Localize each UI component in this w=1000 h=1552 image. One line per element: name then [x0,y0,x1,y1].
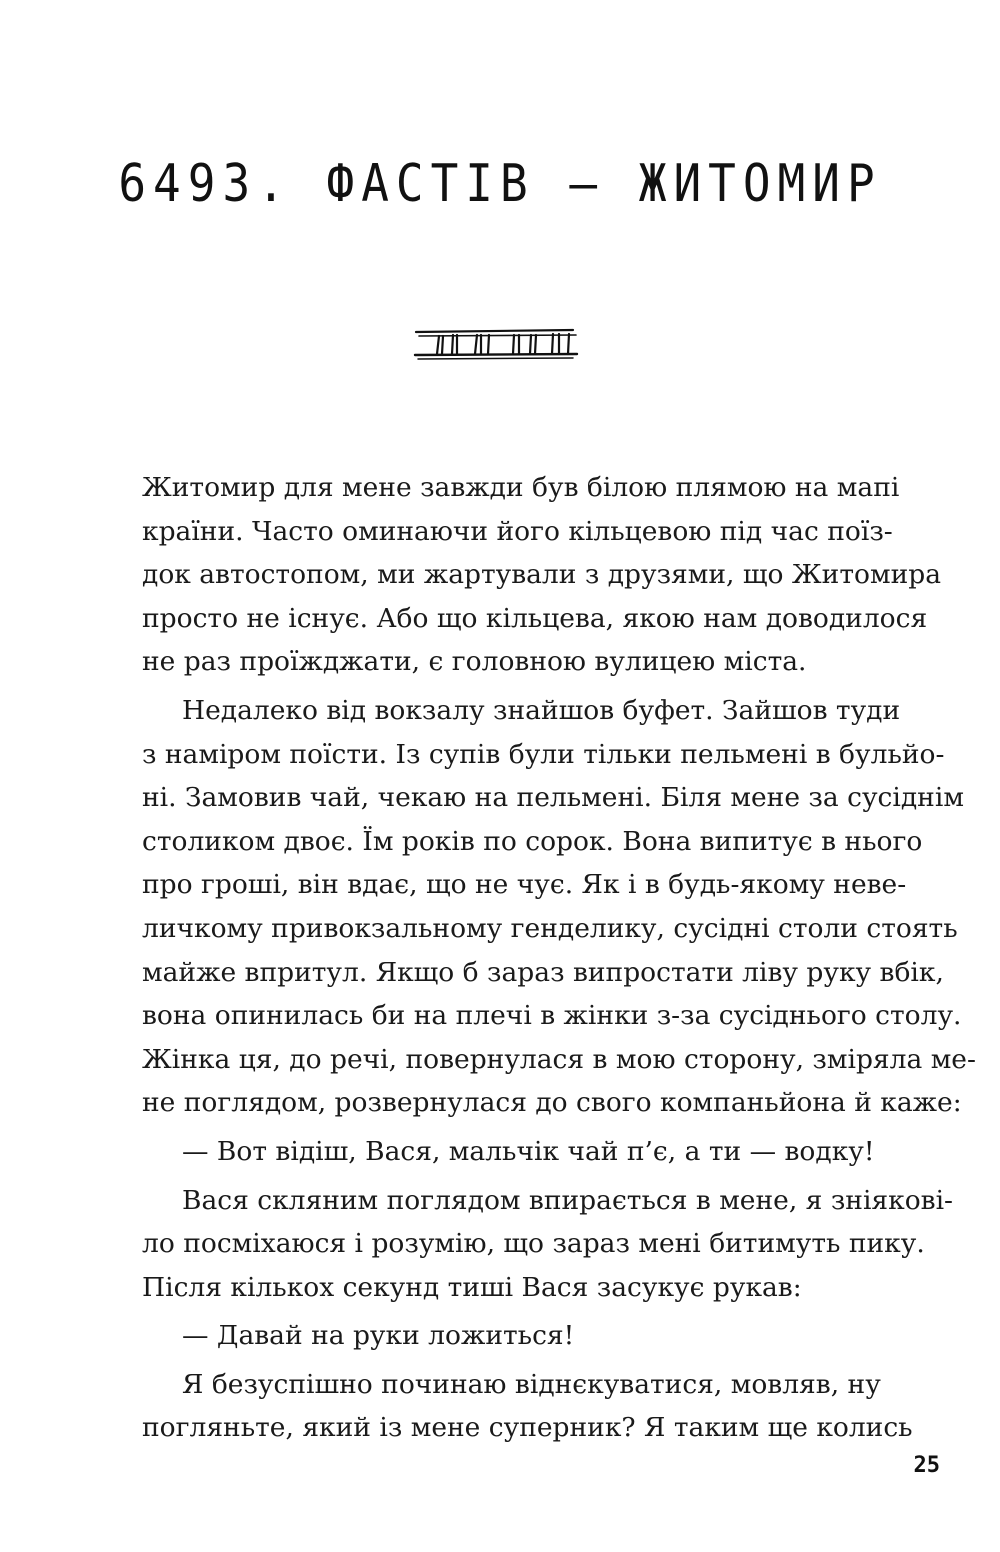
paragraph [142,689,976,1125]
text-line: док автостопом, ми жартували з друзями, що Житомира [142,559,941,591]
text-line: личкому привокзальному генделику, сусідні столи стоять [142,912,958,944]
text-line: — Давай на руки ложиться! [182,1320,575,1352]
text-line: з наміром поїсти. Із супів були тільки пельмені в бульйо- [142,738,945,770]
text-line: — Вот відіш, Вася, мальчік чай п’є, а ти — водку! [182,1135,875,1167]
text-line: не поглядом, розвернулася до свого компаньйона й каже: [142,1087,962,1119]
text-line: Житомир для мене завжди був білою плямою на мапі [142,472,900,503]
chapter-title: 6493. ФАСТІВ — ЖИТОМИР [118,152,882,214]
text-line: Жінка ця, до речі, повернулася в мою сторону, зміряла ме- [142,1043,976,1075]
text-line: столиком двоє. Їм років по сорок. Вона випитує в нього [142,825,923,857]
text-line: майже впритул. Якщо б зараз випростати ліву руку вбік, [142,956,944,988]
text-line: Недалеко від вокзалу знайшов буфет. Зайшов туди [182,694,901,726]
paragraph [142,1314,858,1358]
railway-track-icon [413,324,579,364]
text-line: вона опинилась би на плечі в жінки з-за сусіднього столу. [142,1000,962,1032]
text-line: Після кількох секунд тиші Вася засукує рукав: [142,1271,802,1303]
page-number: 25 [913,1453,940,1478]
text-line: просто не існує. Або що кільцева, якою нам доводилося [142,602,928,634]
text-line: ло посміхаюся і розумію, що зараз мені битимуть пику. [142,1228,925,1260]
text-line: ні. Замовив чай, чекаю на пельмені. Біля мене за сусіднім [142,782,964,814]
text-line: не раз проїжджати, є головною вулицею міста. [142,646,807,678]
paragraph [142,1363,913,1450]
paragraph [142,1179,953,1310]
text-line: країни. Часто оминаючи його кільцевою під час поїз- [142,515,893,547]
text-line: погляньте, який із мене суперник? Я таким ще колись [142,1412,913,1444]
body-text [142,466,976,1450]
paragraph [142,466,941,684]
paragraph [142,1130,875,1174]
text-line: Вася скляним поглядом впирається в мене, я зніякові- [182,1184,953,1216]
text-line: Я безуспішно починаю віднєкуватися, мовляв, ну [182,1368,881,1400]
text-line: про гроші, він вдає, що не чує. Як і в будь-якому неве- [142,869,907,901]
